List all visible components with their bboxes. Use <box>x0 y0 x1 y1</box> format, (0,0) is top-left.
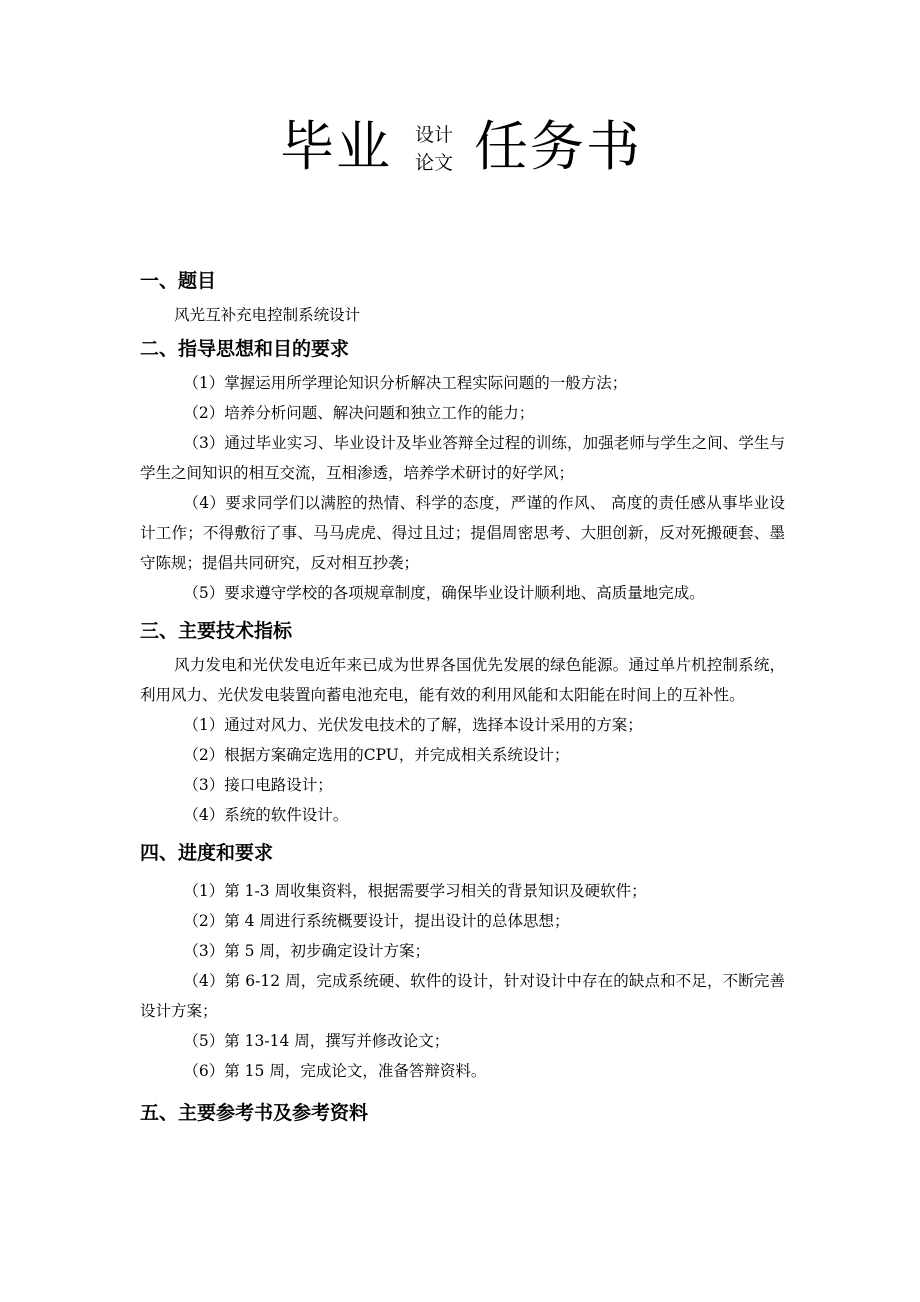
document-body <box>140 264 785 1130</box>
title-right-text: 任务书 <box>474 115 642 178</box>
section-4-item: （5）第 13-14 周，撰写并修改论文； <box>183 1032 450 1050</box>
section-5-heading: 五、主要参考书及参考资料 <box>140 1102 369 1124</box>
section-1-text: 风光互补充电控制系统设计 <box>174 306 361 324</box>
section-4-item: （6）第 15 周，完成论文，准备答辩资料。 <box>183 1062 487 1080</box>
section-4-heading: 四、进度和要求 <box>140 842 274 864</box>
section-1-heading: 一、题目 <box>140 270 217 292</box>
section-3-item: （2）根据方案确定选用的CPU，并完成相关系统设计； <box>183 746 570 764</box>
section-3-heading: 三、主要技术指标 <box>140 620 293 642</box>
section-4-item: （1）第 1-3 周收集资料，根据需要学习相关的背景知识及硬软件； <box>183 882 647 900</box>
document-title <box>0 116 920 186</box>
section-2-item: （5）要求遵守学校的各项规章制度，确保毕业设计顺利地、高质量地完成。 <box>183 584 705 602</box>
section-3-item: （4）系统的软件设计。 <box>183 806 349 824</box>
section-4-item: （2）第 4 周进行系统概要设计，提出设计的总体思想； <box>183 912 570 930</box>
section-3-item: （1）通过对风力、光伏发电技术的了解，选择本设计采用的方案； <box>183 716 643 734</box>
section-3-item: （3）接口电路设计； <box>183 776 333 794</box>
title-left-text: 毕业 <box>280 115 392 178</box>
title-small-bottom: 论文 <box>415 152 454 174</box>
section-2-item: （2）培养分析问题、解决问题和独立工作的能力； <box>183 404 535 422</box>
title-small-top: 设计 <box>415 124 454 146</box>
section-3-intro: 风力发电和光伏发电近年来已成为世界各国优先发展的绿色能源。通过单片机控制系统，利用风力、光伏发电装置向蓄电池充电，能有效的利用风能和太阳能在时间上的互补性。 <box>140 656 785 704</box>
section-2-item: （1）掌握运用所学理论知识分析解决工程实际问题的一般方法； <box>183 374 628 392</box>
section-2-item: （4）要求同学们以满腔的热情、科学的态度，严谨的作风、 高度的责任感从事毕业设计工作；不得敷衍了事、马马虎虎、得过且过；提倡周密思考、大胆创新，反对死搬硬套、墨守陈规；提倡共同研究，反对相互抄袭； <box>140 494 785 572</box>
section-2-item: （3）通过毕业实习、毕业设计及毕业答辩全过程的训练，加强老师与学生之间、学生与学生之间知识的相互交流，互相渗透，培养学术研讨的好学风； <box>140 434 785 482</box>
section-4-item: （3）第 5 周，初步确定设计方案； <box>183 942 430 960</box>
section-4-item: （4）第 6-12 周，完成系统硬、软件的设计，针对设计中存在的缺点和不足，不断完善设计方案； <box>140 972 785 1020</box>
section-2-heading: 二、指导思想和目的要求 <box>140 338 350 360</box>
